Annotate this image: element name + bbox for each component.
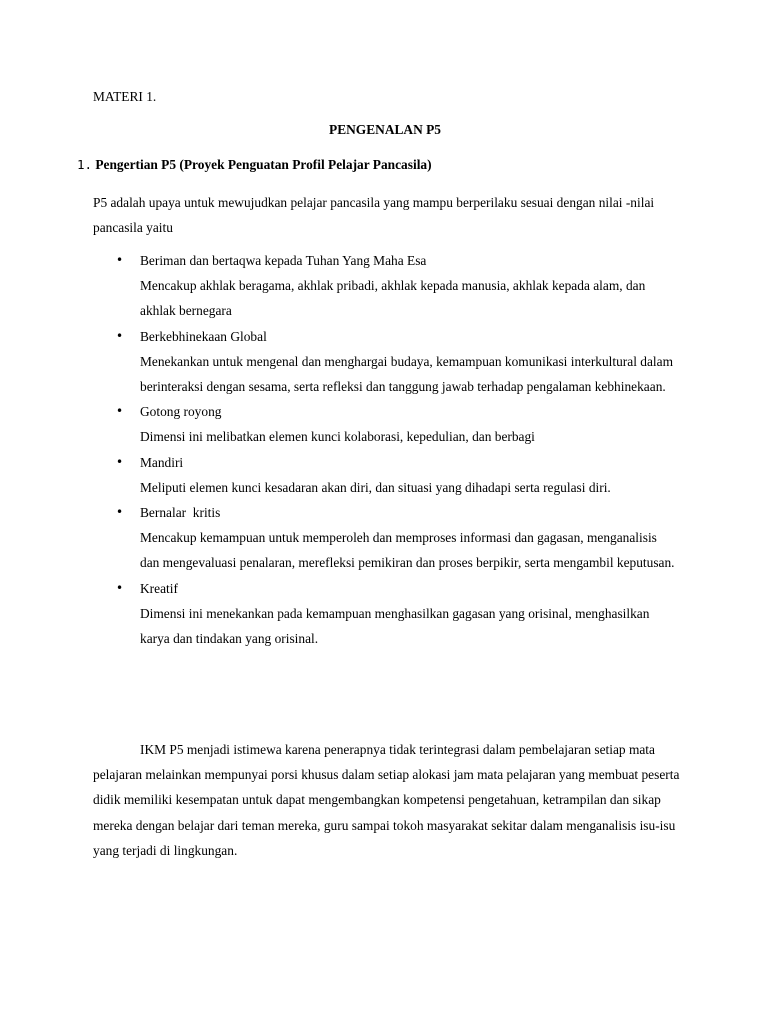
section-number: 1.	[77, 157, 93, 172]
list-item	[115, 576, 675, 652]
bullet-icon: •	[116, 253, 124, 267]
material-label: MATERI 1.	[93, 89, 157, 104]
intro-paragraph: P5 adalah upaya untuk mewujudkan pelajar pancasila yang mampu berperilaku sesuai dengan nilai -nilai pancasila yaitu	[93, 195, 655, 235]
section-heading	[77, 156, 432, 174]
list-item	[115, 450, 675, 500]
list-item-description: Dimensi ini menekankan pada kemampuan menghasilkan gagasan yang orisinal, menghasilkan karya dan tindakan yang orisinal.	[140, 605, 650, 647]
list-item	[115, 248, 675, 324]
list-item-title: Mandiri	[140, 454, 184, 470]
bullet-icon: •	[116, 328, 124, 343]
list-item-description: Mencakup kemampuan untuk memperoleh dan memproses informasi dan gagasan, menganalisis dan mengevaluasi penalaran, merefleksi pemikiran dan proses berpikir, serta mengambil keputusan.	[140, 530, 675, 571]
list-item-description: Meliputi elemen kunci kesadaran akan diri, dan situasi yang dihadapi serta regulasi diri.	[140, 479, 611, 495]
list-item	[115, 500, 675, 576]
bullet-icon: •	[116, 404, 124, 419]
list-item	[115, 399, 675, 449]
bullet-icon: •	[116, 580, 124, 595]
list-item-description: Dimensi ini melibatkan elemen kunci kolaborasi, kepedulian, dan berbagi	[140, 429, 535, 445]
section-heading-text: Pengertian P5 (Proyek Penguatan Profil Pelajar Pancasila)	[95, 157, 432, 172]
list-item-title: Gotong royong	[140, 404, 222, 420]
bullet-icon: •	[116, 505, 124, 520]
closing-paragraph: IKM P5 menjadi istimewa karena penerapnya tidak terintegrasi dalam pembelajaran setiap mata pelajaran melainkan mempunyai porsi khusus dalam setiap alokasi jam mata pelajaran yang membuat peserta didik memiliki kesempatan untuk dapat mengembangkan kompetensi pengetahuan, ketrampilan dan sikap mereka dengan belajar dari teman mereka, guru sampai tokoh masyarakat sekitar dalam menganalisis isu-isu yang terjadi di lingkungan.	[93, 742, 680, 858]
list-item-title: Berkebhinekaan Global	[140, 328, 267, 344]
list-item-description: Menekankan untuk mengenal dan menghargai budaya, kemampuan komunikasi interkultural dalam berinteraksi dengan sesama, serta refleksi dan tanggung jawab terhadap pengalaman kebhinekaan.	[140, 353, 673, 395]
list-item-title: Bernalar kritis	[140, 505, 221, 521]
bullet-icon: •	[116, 454, 124, 469]
list-item-title: Beriman dan bertaqwa kepada Tuhan Yang Maha Esa	[140, 253, 427, 268]
list-item-title: Kreatif	[140, 580, 178, 596]
document-title: PENGENALAN P5	[329, 122, 441, 137]
list-item	[115, 324, 675, 400]
list-item-description: Mencakup akhlak beragama, akhlak pribadi, akhlak kepada manusia, akhlak kepada alam, dan akhlak bernegara	[140, 278, 646, 319]
values-list	[115, 248, 675, 651]
